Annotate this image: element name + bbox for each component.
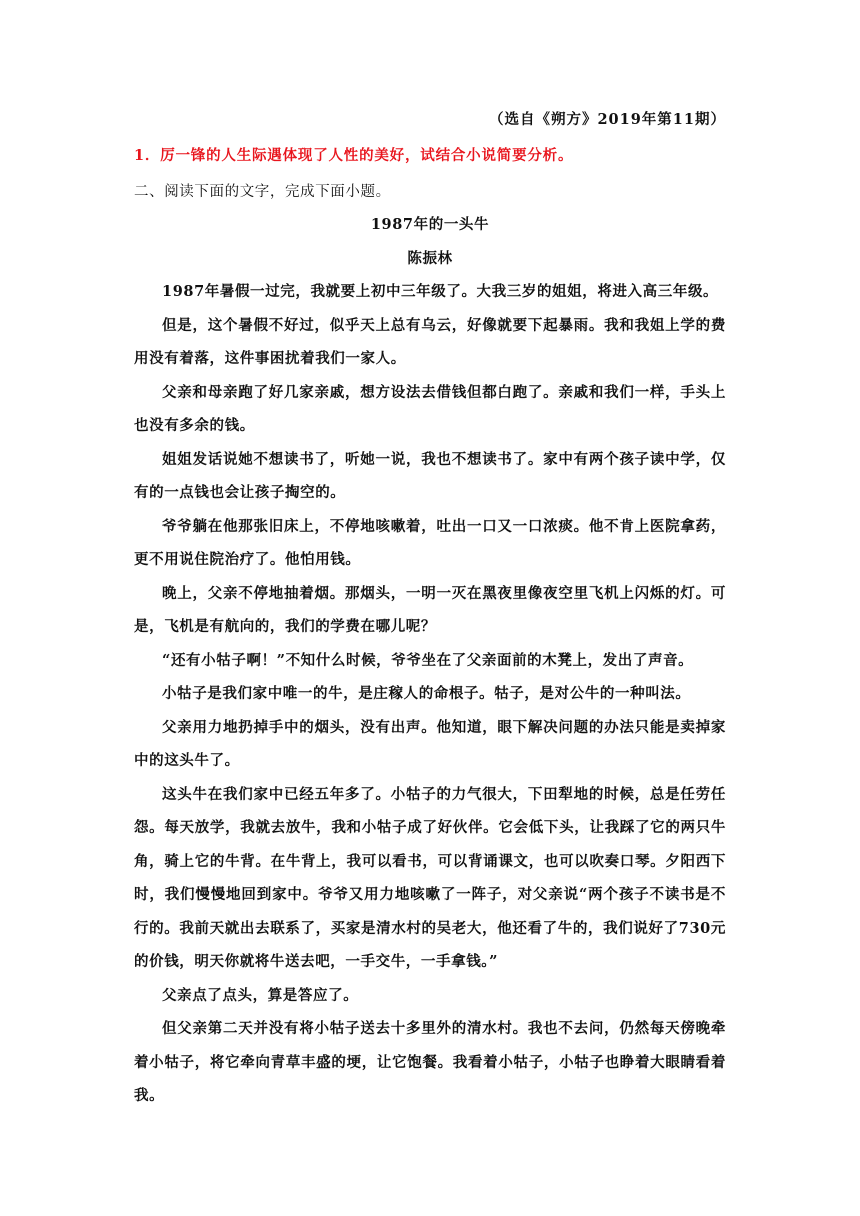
paragraph-line: 我。 (134, 1087, 165, 1104)
paragraph-line: 更不用说住院治疗了。他怕用钱。 (134, 551, 361, 568)
paragraph-line: 着小牯子，将它牵向青草丰盛的埂，让它饱餐。我看着小牯子，小牯子也睁着大眼睛看着 (134, 1054, 726, 1071)
paragraph-line: 爷爷躺在他那张旧床上，不停地咳嗽着，吐出一口又一口浓痰。他不肯上医院拿药， (162, 518, 726, 535)
story-author: 陈振林 (407, 250, 453, 267)
story-title: 1987年的一头牛 (370, 216, 490, 233)
paragraph-line: 用没有着落，这件事困扰着我们一家人。 (134, 350, 406, 367)
paragraph-line: 中的这头牛了。 (134, 752, 240, 769)
question-1: 1．厉一锋的人生际遇体现了人性的美好，试结合小说简要分析。 (134, 147, 574, 164)
source-citation: （选自《朔方》2019年第11期） (488, 111, 726, 128)
paragraph-line: 的价钱，明天你就将牛送去吧，一手交牛，一手拿钱。” (134, 953, 499, 970)
paragraph-line: 父亲用力地扔掉手中的烟头，没有出声。他知道，眼下解决问题的办法只能是卖掉家 (162, 719, 726, 736)
paragraph-line: 是，飞机是有航向的，我们的学费在哪儿呢？ (134, 618, 436, 635)
paragraph-line: 姐姐发话说她不想读书了，听她一说，我也不想读书了。家中有两个孩子读中学，仅 (162, 451, 726, 468)
paragraph-line: 角，骑上它的牛背。在牛背上，我可以看书，可以背诵课文，也可以吹奏口琴。夕阳西下 (134, 853, 726, 870)
paragraph-line: 这头牛在我们家中已经五年多了。小牯子的力气很大，下田犁地的时候，总是任劳任 (162, 786, 726, 803)
paragraph-line: “还有小牯子啊！”不知什么时候，爷爷坐在了父亲面前的木凳上，发出了声音。 (162, 652, 694, 669)
paragraph-line: 但是，这个暑假不好过，似乎天上总有乌云，好像就要下起暴雨。我和我姐上学的费 (162, 317, 726, 334)
paragraph-line: 行的。我前天就出去联系了，买家是清水村的吴老大，他还看了牛的，我们说好了730元 (134, 920, 726, 937)
paragraph-line: 父亲和母亲跑了好几家亲戚，想方设法去借钱但都白跑了。亲戚和我们一样，手头上 (162, 384, 726, 401)
paragraph-line: 晚上，父亲不停地抽着烟。那烟头，一明一灭在黑夜里像夜空里飞机上闪烁的灯。可 (162, 585, 726, 602)
paragraph-line: 但父亲第二天并没有将小牯子送去十多里外的清水村。我也不去问，仍然每天傍晚牵 (162, 1020, 726, 1037)
paragraph-line: 也没有多余的钱。 (134, 417, 255, 434)
paragraph-line: 怨。每天放学，我就去放牛，我和小牯子成了好伙伴。它会低下头，让我踩了它的两只牛 (134, 819, 726, 836)
section-heading: 二、阅读下面的文字，完成下面小题。 (134, 184, 391, 200)
paragraph-line: 时，我们慢慢地回到家中。爷爷又用力地咳嗽了一阵子，对父亲说“两个孩子不读书是不 (134, 886, 726, 903)
paragraph-line: 父亲点了点头，算是答应了。 (162, 987, 359, 1004)
paragraph-line: 有的一点钱也会让孩子掏空的。 (134, 484, 346, 501)
paragraph-line: 小牯子是我们家中唯一的牛，是庄稼人的命根子。牯子，是对公牛的一种叫法。 (162, 685, 691, 702)
paragraph-line: 1987年暑假一过完，我就要上初中三年级了。大我三岁的姐姐，将进入高三年级。 (162, 283, 719, 300)
